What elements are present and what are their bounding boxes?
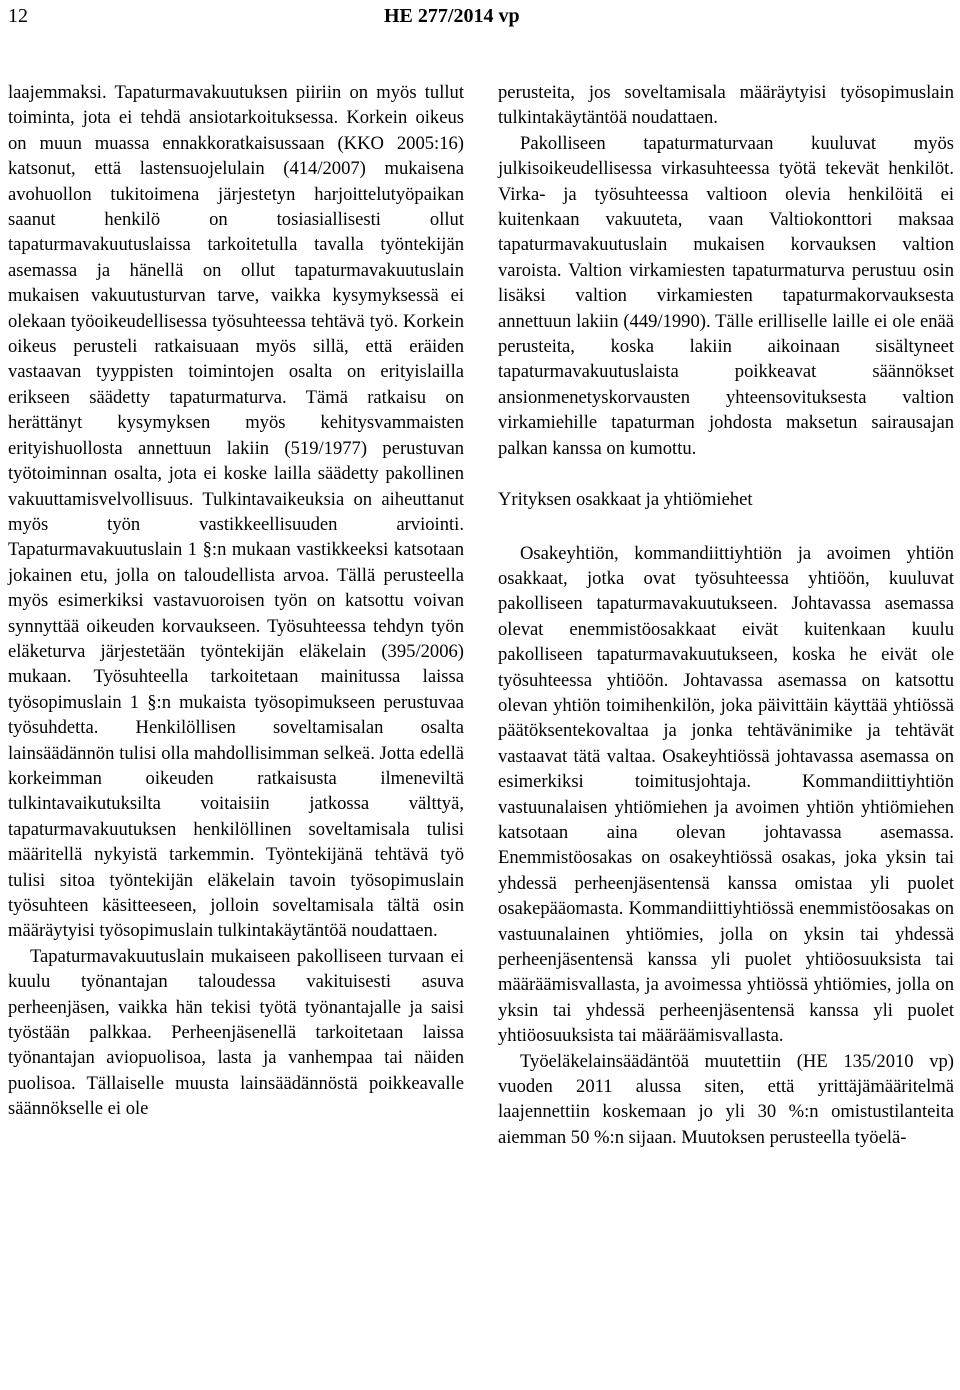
document-id: HE 277/2014 vp <box>384 5 520 27</box>
paragraph-left-1: laajemmaksi. Tapaturmavakuutuksen piiriin on myös tullut toiminta, jota ei tehdä ansiotarkoituksessa. Korkein oikeus on muun muassa ennakkoratkaisussaan (KKO 2005:16) katsonut, että lastensuojelulain (414/2007) mukaisena avohuollon tukitoimena järjestetyn harjoittelutyöpaikan saanut henkilö on tosiasiallisesti ollut tapaturmavakuutuslaissa tarkoitetulla tavalla työntekijän asemassa ja hänellä on ollut tapaturmavakuutuslain mukaisen vakuutusturvan tarve, vaikka kysymyksessä ei olekaan työoikeudellisessa työsuhteessa tehtävä työ. Korkein oikeus perusteli ratkaisuaan myös sillä, että eräiden vastaavan tyyppisten toimintojen osalta on erityislailla erikseen säädetty tapaturmaturva. Tämä ratkaisu on herättänyt kysymyksen myös kehitysvammaisten erityishuollosta annettuun lakiin (519/1977) perustuvan työtoiminnan osalta, jota ei koske lailla säädetty pakollinen vakuuttamisvelvollisuus. Tulkintavaikeuksia on aiheuttanut myös työn vastikkeellisuuden arviointi. Tapaturmavakuutuslain 1 §:n mukaan vastikkeeksi katsotaan jokainen etu, jolla on taloudellista arvoa. Tällä perusteella myös esimerkiksi vastavuoroisen työn on katsottu voivan synnyttää oikeuden korvaukseen. Työsuhteessa tehdyn työn eläketurva järjestetään työntekijän eläkelain (395/2006) mukaan. Työsuhteella tarkoitetaan mainitussa laissa työsopimuslain 1 §:n mukaista työsopimukseen perustuvaa työsuhdetta. Henkilöllisen soveltamisalan osalta lainsäädännön tulisi olla mahdollisimman selkeä. Jotta edellä korkeimman oikeuden ratkaisusta ilmeneviltä tulkintavaikutuksilta voitaisiin jatkossa välttyä, tapaturmavakuutuksen henkilöllinen soveltamisala tulisi määritellä nykyistä tarkemmin. Työntekijänä tehtävä työ tulisi sitoa työntekijän eläkelain tavoin työsopimuslain työsuhteen käsitteeseen, jolloin soveltamisala tältä osin määräytyisi työsopimuslain tulkintakäytäntöä noudattaen. <box>8 82 464 942</box>
paragraph-left-2: Tapaturmavakuutuslain mukaiseen pakolliseen turvaan ei kuulu työnantajan taloudessa vakituisesti asuva perheenjäsen, vaikka hän tekisi työtä työnantajalle ja saisi työstään palkkaa. Perheenjäsenellä tarkoitetaan laissa työnantajan aviopuolisoa, lasta ja vanhempaa tai näiden puolisoa. Tällaiselle muusta lainsäädännöstä poikkeavalle säännökselle ei ole <box>8 945 464 1120</box>
paragraph-right-1: perusteita, jos soveltamisala määräytyisi työsopimuslain tulkintakäytäntöä noudattaen. <box>498 82 954 129</box>
section-heading: Yrityksen osakkaat ja yhtiömiehet <box>498 489 753 511</box>
right-column <box>498 80 954 1150</box>
paragraph-right-3: Osakeyhtiön, kommandiittiyhtiön ja avoimen yhtiön osakkaat, jotka ovat työsuhteessa yhtiöön, kuuluvat pakolliseen tapaturmavakuutukseen. Johtavassa asemassa olevat enemmistöosakkaat eivät kuitenkaan kuulu pakolliseen tapaturmavakuutukseen, koska he eivät ole työsuhteessa yhtiöön. Johtavassa asemassa on katsottu olevan yhtiön toimihenkilön, joka päivittäin käyttää yhtiössä päätöksentekovaltaa ja jonka tehtävänimike ja tehtävät vastaavat tätä valtaa. Osakeyhtiössä johtavassa asemassa on esimerkiksi toimitusjohtaja. Kommandiittiyhtiön vastuunalaisen yhtiömiehen ja avoimen yhtiön yhtiömiehen katsotaan aina olevan johtavassa asemassa. Enemmistöosakas on osakeyhtiössä osakas, joka yksin tai yhdessä perheenjäsentensä kanssa omistaa yli puolet osakepääomasta. Kommandiittiyhtiössä enemmistöosakas on vastuunalainen yhtiömies, jolla on yksin tai yhdessä perheenjäsentensä kanssa yli puolet yhtiöosuuksista tai määräämisvallasta, ja avoimessa yhtiössä yhtiömies, jolla on yksin tai yhdessä perheenjäsentensä kanssa yli puolet yhtiöosuuksista tai määräämisvallasta. <box>498 542 954 1047</box>
page-header <box>0 3 960 33</box>
paragraph-right-2: Pakolliseen tapaturmaturvaan kuuluvat myös julkisoikeudellisessa virkasuhteessa työtä tekevät henkilöt. Virka- ja työsuhteessa valtioon olevia henkilöitä ei kuitenkaan vakuuteta, vaan Valtiokonttori maksaa tapaturmavakuutuslain mukaisen korvauksen valtion varoista. Valtion virkamiesten tapaturmaturva perustuu osin lisäksi valtion virkamiesten tapaturmakorvauksesta annettuun lakiin (449/1990). Tälle erilliselle laille ei ole enää perusteita, koska lakiin aikoinaan sisältyneet tapaturmavakuutuslaista poikkeavat säännökset ansionmenetyskorvausten yhteensovituksesta valtion virkamiehille tapaturman johdosta maksetun sairausajan palkan kanssa on kumottu. <box>498 132 954 459</box>
left-column <box>8 80 464 1122</box>
page-number: 12 <box>8 5 28 27</box>
paragraph-right-4: Työeläkelainsäädäntöä muutettiin (HE 135/2010 vp) vuoden 2011 alussa siten, että yrittäjämääritelmä laajennettiin koskemaan jo yli 30 %:n omistustilanteita aiemman 50 %:n sijaan. Muutoksen perusteella työelä- <box>498 1050 954 1148</box>
